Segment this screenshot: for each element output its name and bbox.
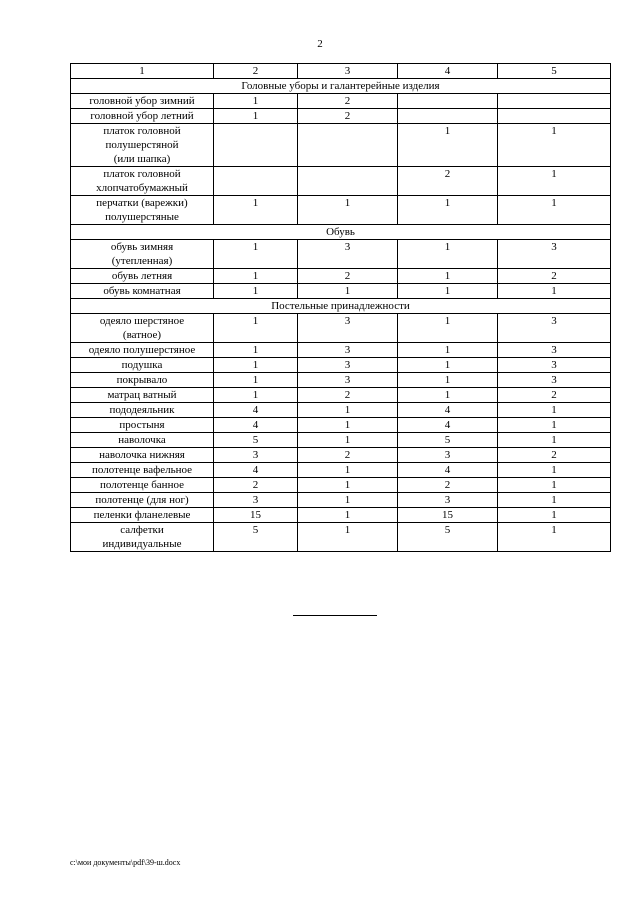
item-name-line: одеяло полушерстяное bbox=[88, 344, 196, 356]
value-cell-c3: 1 bbox=[298, 403, 398, 418]
header-cell-1: 1 bbox=[71, 64, 214, 79]
value-cell-c3: 3 bbox=[298, 314, 398, 343]
value-cell-c4: 1 bbox=[398, 269, 498, 284]
value-cell-c5: 3 bbox=[498, 240, 611, 269]
value-cell-c5: 1 bbox=[498, 418, 611, 433]
item-name-line: полотенце вафельное bbox=[91, 464, 193, 476]
value-cell-c4: 5 bbox=[398, 523, 498, 552]
section-row bbox=[71, 225, 611, 240]
item-name-cell bbox=[71, 493, 214, 508]
table-row bbox=[71, 314, 611, 343]
value-cell-c2: 1 bbox=[214, 240, 298, 269]
table-row bbox=[71, 508, 611, 523]
value-cell-c5: 1 bbox=[498, 124, 611, 167]
table-row bbox=[71, 269, 611, 284]
item-name-cell bbox=[71, 388, 214, 403]
value-cell-c2: 1 bbox=[214, 388, 298, 403]
value-cell-c5: 1 bbox=[498, 523, 611, 552]
value-cell-c5: 2 bbox=[498, 388, 611, 403]
value-cell-c3: 1 bbox=[298, 478, 398, 493]
item-name-cell bbox=[71, 124, 214, 167]
table-row bbox=[71, 124, 611, 167]
item-name-cell bbox=[71, 373, 214, 388]
value-cell-c4 bbox=[398, 94, 498, 109]
value-cell-c4: 1 bbox=[398, 373, 498, 388]
value-cell-c3: 3 bbox=[298, 343, 398, 358]
value-cell-c4: 1 bbox=[398, 358, 498, 373]
value-cell-c4: 2 bbox=[398, 478, 498, 493]
item-name-line: головной убор летний bbox=[90, 110, 194, 122]
header-cell-5: 5 bbox=[498, 64, 611, 79]
value-cell-c4: 1 bbox=[398, 240, 498, 269]
value-cell-c4: 1 bbox=[398, 314, 498, 343]
value-cell-c2: 2 bbox=[214, 478, 298, 493]
value-cell-c5: 3 bbox=[498, 358, 611, 373]
value-cell-c4 bbox=[398, 109, 498, 124]
item-name-cell bbox=[71, 358, 214, 373]
value-cell-c5: 1 bbox=[498, 403, 611, 418]
table-row bbox=[71, 463, 611, 478]
value-cell-c2: 1 bbox=[214, 343, 298, 358]
value-cell-c3: 1 bbox=[298, 433, 398, 448]
value-cell-c3 bbox=[298, 124, 398, 167]
value-cell-c4: 4 bbox=[398, 403, 498, 418]
value-cell-c2: 15 bbox=[214, 508, 298, 523]
item-name-line: обувь комнатная bbox=[103, 285, 181, 297]
value-cell-c3: 1 bbox=[298, 523, 398, 552]
value-cell-c2: 1 bbox=[214, 284, 298, 299]
value-cell-c3: 3 bbox=[298, 373, 398, 388]
value-cell-c2: 5 bbox=[214, 433, 298, 448]
item-name-line: платок головной bbox=[103, 125, 181, 137]
item-name-line: покрывало bbox=[116, 374, 168, 386]
table-row bbox=[71, 358, 611, 373]
value-cell-c2: 4 bbox=[214, 418, 298, 433]
value-cell-c4: 1 bbox=[398, 343, 498, 358]
header-row bbox=[71, 64, 611, 79]
item-name-line: полушерстяной bbox=[105, 139, 179, 151]
value-cell-c4: 5 bbox=[398, 433, 498, 448]
item-name-cell bbox=[71, 463, 214, 478]
footer-file-path: c:\мои документы\pdf\39-ш.docx bbox=[70, 858, 181, 867]
item-name-cell bbox=[71, 240, 214, 269]
item-name-cell bbox=[71, 196, 214, 225]
item-name-line: индивидуальные bbox=[102, 538, 182, 550]
value-cell-c5: 2 bbox=[498, 448, 611, 463]
item-name-line: пеленки фланелевые bbox=[93, 509, 191, 521]
section-row bbox=[71, 79, 611, 94]
item-name-line: полотенце банное bbox=[100, 479, 184, 491]
item-name-cell bbox=[71, 167, 214, 196]
value-cell-c3: 2 bbox=[298, 94, 398, 109]
value-cell-c3 bbox=[298, 167, 398, 196]
item-name-line: одеяло шерстяное bbox=[99, 315, 185, 327]
value-cell-c3: 3 bbox=[298, 240, 398, 269]
item-name-cell bbox=[71, 433, 214, 448]
item-name-line: полушерстяные bbox=[105, 211, 179, 223]
value-cell-c4: 4 bbox=[398, 463, 498, 478]
value-cell-c2 bbox=[214, 124, 298, 167]
item-name-cell bbox=[71, 314, 214, 343]
value-cell-c2: 4 bbox=[214, 403, 298, 418]
item-name-line: обувь зимняя bbox=[110, 241, 174, 253]
item-name-line: хлопчатобумажный bbox=[96, 182, 188, 194]
value-cell-c3: 1 bbox=[298, 284, 398, 299]
value-cell-c4: 1 bbox=[398, 196, 498, 225]
item-name-line: салфетки bbox=[120, 524, 164, 536]
value-cell-c3: 2 bbox=[298, 388, 398, 403]
table-row bbox=[71, 240, 611, 269]
value-cell-c5 bbox=[498, 94, 611, 109]
value-cell-c5: 1 bbox=[498, 167, 611, 196]
item-name-line: пододеяльник bbox=[109, 404, 175, 416]
table-row bbox=[71, 403, 611, 418]
table-row bbox=[71, 284, 611, 299]
value-cell-c4: 1 bbox=[398, 388, 498, 403]
value-cell-c5: 3 bbox=[498, 373, 611, 388]
item-name-line: перчатки (варежки) bbox=[96, 197, 188, 209]
value-cell-c3: 1 bbox=[298, 493, 398, 508]
page-number: 2 bbox=[317, 38, 323, 50]
item-name-cell bbox=[71, 508, 214, 523]
value-cell-c4: 1 bbox=[398, 124, 498, 167]
value-cell-c2: 1 bbox=[214, 109, 298, 124]
table-body bbox=[71, 64, 611, 552]
value-cell-c3: 1 bbox=[298, 418, 398, 433]
table-row bbox=[71, 109, 611, 124]
value-cell-c4: 15 bbox=[398, 508, 498, 523]
item-name-line: наволочка нижняя bbox=[99, 449, 185, 461]
item-name-line: (или шапка) bbox=[113, 153, 171, 165]
table-row bbox=[71, 94, 611, 109]
value-cell-c5: 1 bbox=[498, 478, 611, 493]
value-cell-c5: 2 bbox=[498, 269, 611, 284]
item-name-line: наволочка bbox=[118, 434, 166, 446]
value-cell-c5: 3 bbox=[498, 314, 611, 343]
value-cell-c5: 1 bbox=[498, 493, 611, 508]
item-name-line: матрац ватный bbox=[107, 389, 177, 401]
table-row bbox=[71, 433, 611, 448]
item-name-cell bbox=[71, 448, 214, 463]
table-row bbox=[71, 373, 611, 388]
table-row bbox=[71, 493, 611, 508]
value-cell-c3: 1 bbox=[298, 463, 398, 478]
value-cell-c2: 4 bbox=[214, 463, 298, 478]
value-cell-c2 bbox=[214, 167, 298, 196]
table-row bbox=[71, 418, 611, 433]
value-cell-c5 bbox=[498, 109, 611, 124]
value-cell-c2: 3 bbox=[214, 493, 298, 508]
value-cell-c3: 3 bbox=[298, 358, 398, 373]
value-cell-c2: 1 bbox=[214, 269, 298, 284]
table-row bbox=[71, 167, 611, 196]
table-row bbox=[71, 343, 611, 358]
item-name-cell bbox=[71, 94, 214, 109]
value-cell-c4: 3 bbox=[398, 493, 498, 508]
table-row bbox=[71, 523, 611, 552]
value-cell-c2: 1 bbox=[214, 94, 298, 109]
item-name-line: полотенце (для ног) bbox=[95, 494, 189, 506]
item-name-cell bbox=[71, 109, 214, 124]
value-cell-c5: 1 bbox=[498, 284, 611, 299]
value-cell-c2: 5 bbox=[214, 523, 298, 552]
item-name-cell bbox=[71, 403, 214, 418]
item-name-cell bbox=[71, 418, 214, 433]
value-cell-c4: 2 bbox=[398, 167, 498, 196]
item-name-line: подушка bbox=[121, 359, 163, 371]
value-cell-c2: 1 bbox=[214, 373, 298, 388]
item-name-line: платок головной bbox=[103, 168, 181, 180]
item-name-cell bbox=[71, 284, 214, 299]
item-name-line: простыня bbox=[119, 419, 165, 431]
divider-line bbox=[293, 615, 377, 616]
value-cell-c3: 1 bbox=[298, 196, 398, 225]
table-row bbox=[71, 448, 611, 463]
header-cell-3: 3 bbox=[298, 64, 398, 79]
item-name-cell bbox=[71, 269, 214, 284]
value-cell-c5: 1 bbox=[498, 463, 611, 478]
section-title: Головные уборы и галантерейные изделия bbox=[71, 79, 611, 94]
value-cell-c3: 2 bbox=[298, 448, 398, 463]
value-cell-c5: 1 bbox=[498, 508, 611, 523]
items-table bbox=[70, 63, 611, 552]
table-row bbox=[71, 388, 611, 403]
table-row bbox=[71, 478, 611, 493]
value-cell-c3: 2 bbox=[298, 269, 398, 284]
value-cell-c3: 2 bbox=[298, 109, 398, 124]
item-name-line: (утепленная) bbox=[111, 255, 173, 267]
value-cell-c2: 1 bbox=[214, 196, 298, 225]
item-name-cell bbox=[71, 343, 214, 358]
value-cell-c5: 3 bbox=[498, 343, 611, 358]
value-cell-c3: 1 bbox=[298, 508, 398, 523]
value-cell-c5: 1 bbox=[498, 433, 611, 448]
section-title: Обувь bbox=[71, 225, 611, 240]
item-name-line: обувь летняя bbox=[111, 270, 173, 282]
item-name-cell bbox=[71, 478, 214, 493]
item-name-cell bbox=[71, 523, 214, 552]
header-cell-2: 2 bbox=[214, 64, 298, 79]
value-cell-c2: 3 bbox=[214, 448, 298, 463]
value-cell-c4: 3 bbox=[398, 448, 498, 463]
value-cell-c4: 1 bbox=[398, 284, 498, 299]
value-cell-c5: 1 bbox=[498, 196, 611, 225]
value-cell-c4: 4 bbox=[398, 418, 498, 433]
value-cell-c2: 1 bbox=[214, 314, 298, 343]
table-row bbox=[71, 196, 611, 225]
value-cell-c2: 1 bbox=[214, 358, 298, 373]
header-cell-4: 4 bbox=[398, 64, 498, 79]
item-name-line: (ватное) bbox=[122, 329, 162, 341]
item-name-line: головной убор зимний bbox=[89, 95, 195, 107]
section-title: Постельные принадлежности bbox=[71, 299, 611, 314]
section-row bbox=[71, 299, 611, 314]
